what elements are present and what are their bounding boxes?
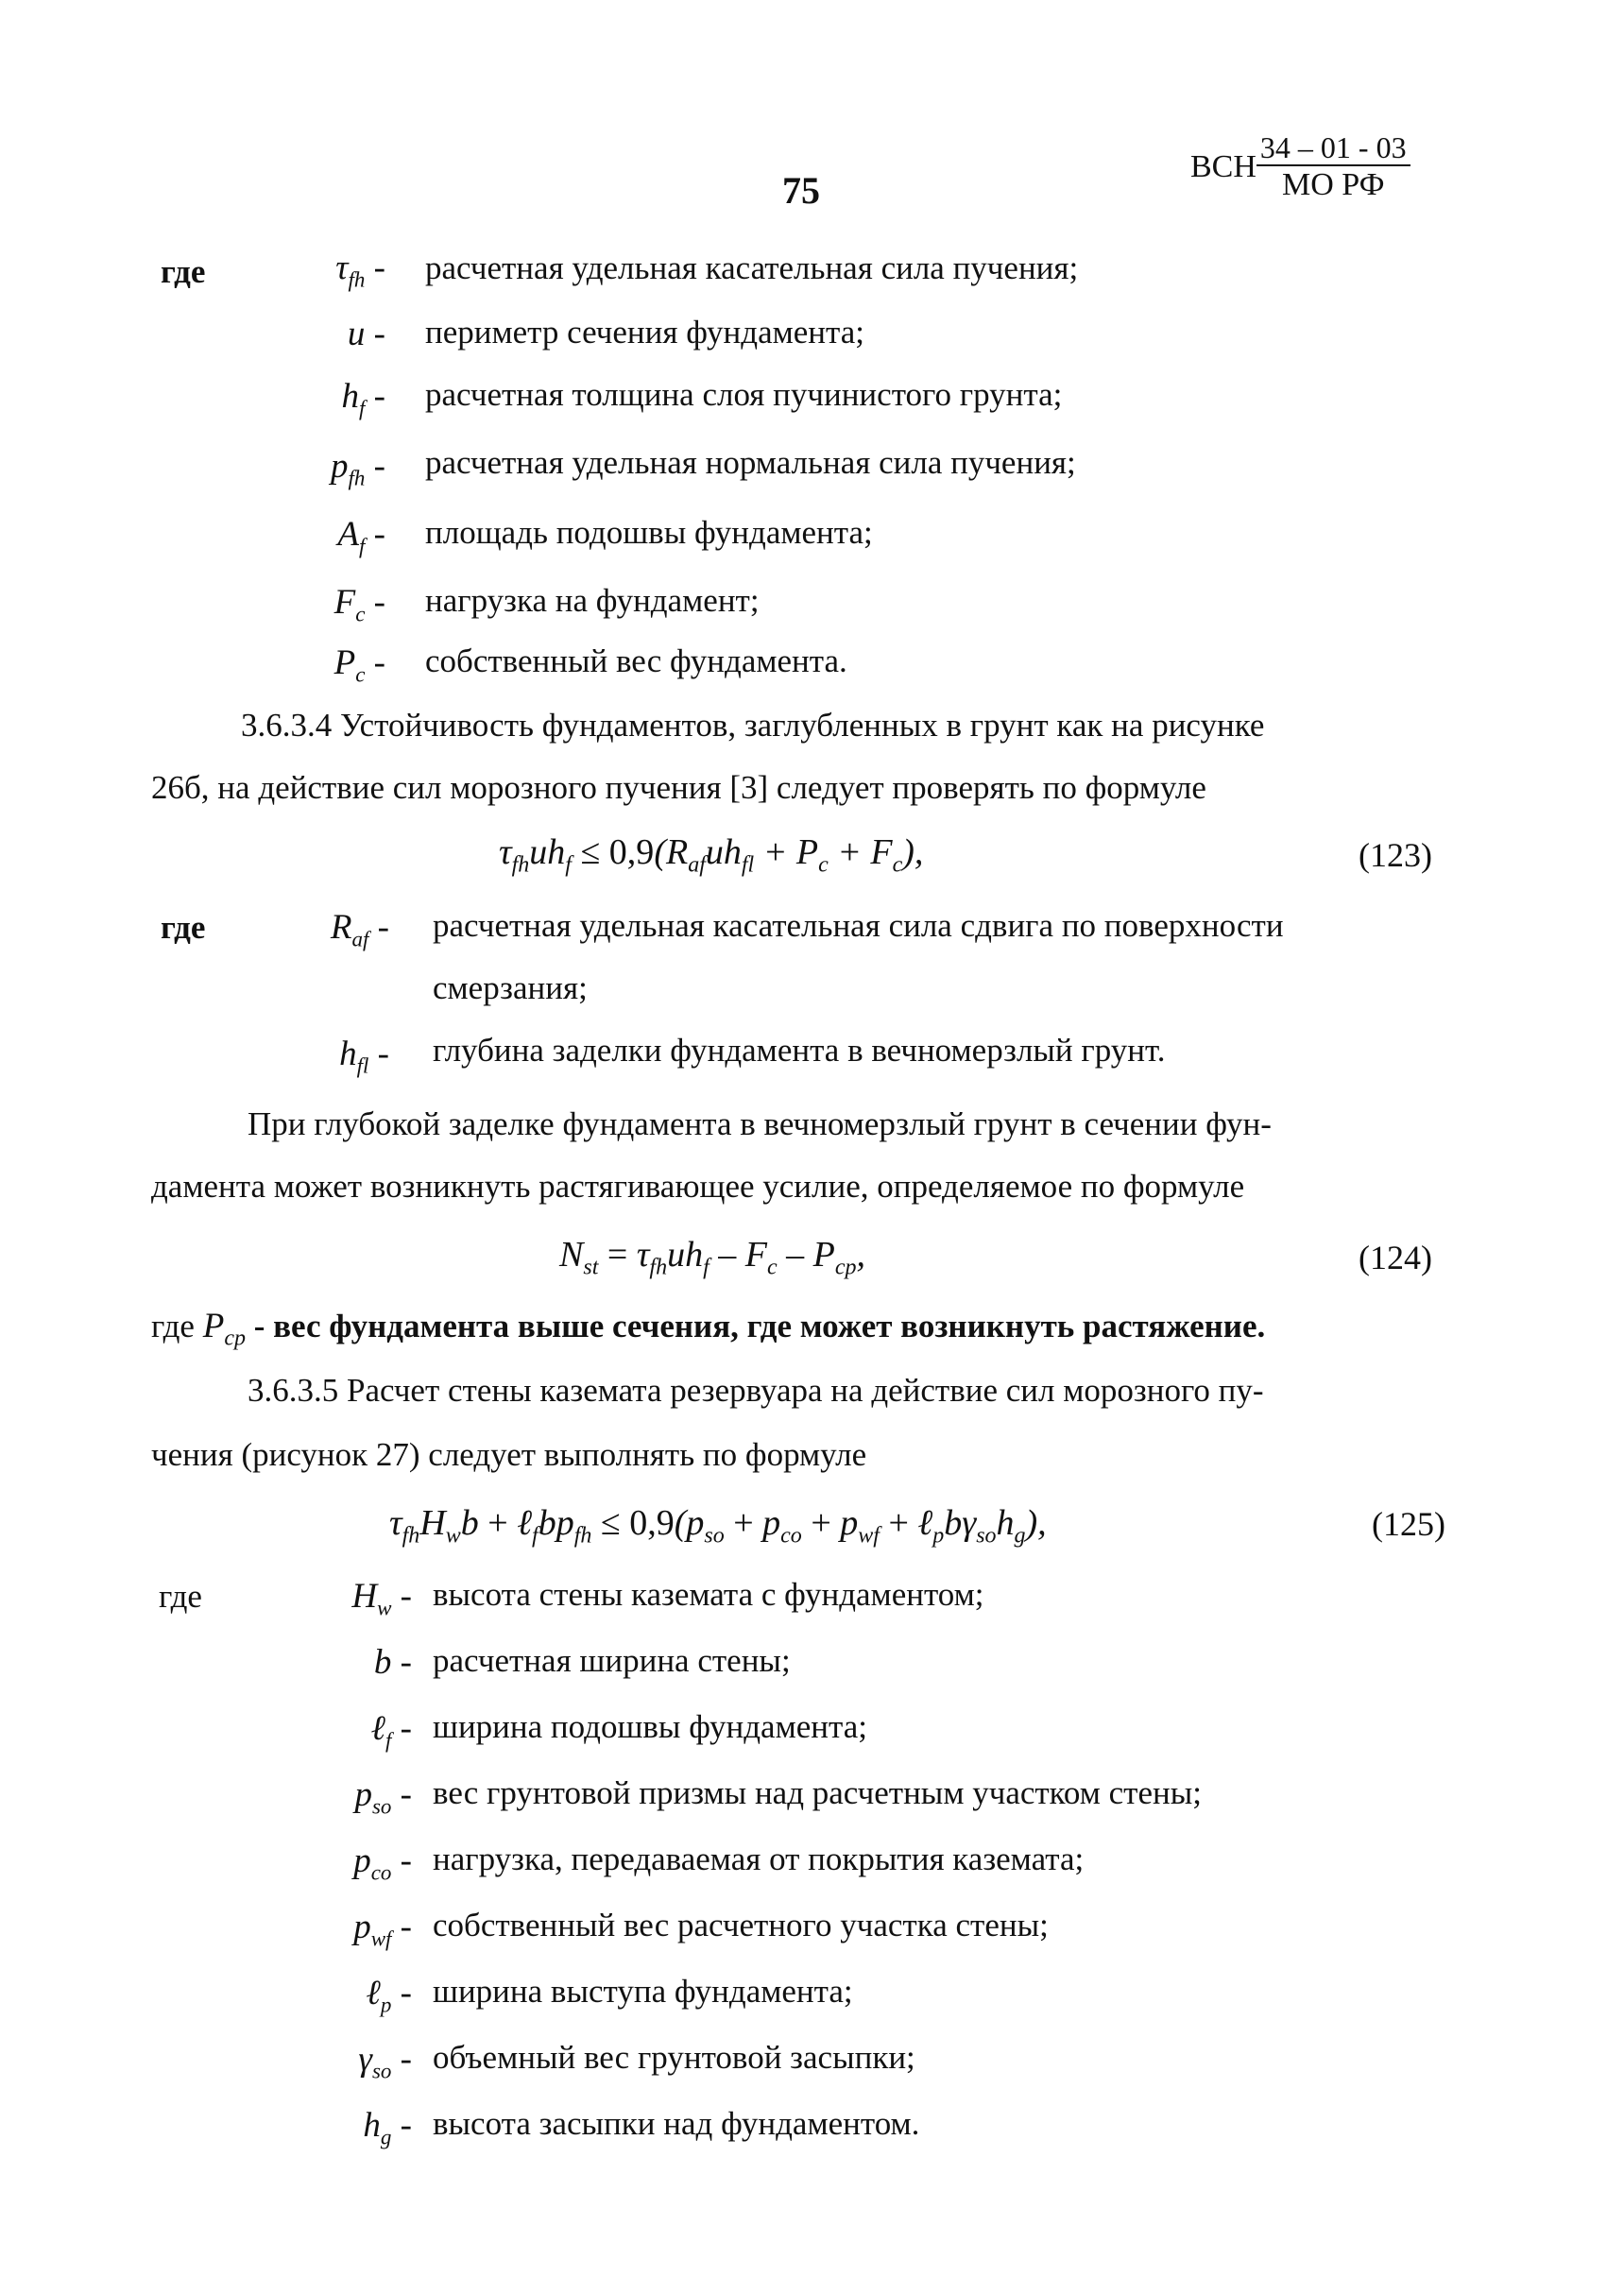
paragraph-line: дамента может возникнуть растягивающее усилие, определяемое по формуле [151, 1168, 1245, 1205]
document-code-prefix: ВСН [1190, 149, 1256, 184]
definition-text: глубина заделки фундамента в вечномерзлый грунт. [433, 1032, 1166, 1069]
definition-text: ширина выступа фундамента; [433, 1973, 853, 2010]
definition-symbol: b - [373, 1643, 412, 1682]
definition-text: расчетная удельная нормальная сила пучения; [425, 444, 1076, 481]
formula-125: $\tau_{fh}H_wb$ + $\ell_fbp_{fh} \le 0,9(p_{so} + p_{co} + p_{wf}$ + $\ell_pb\gamma_{so}h_g$), [389, 1503, 1047, 1549]
definition-symbol: $R_{af}$ - [330, 908, 389, 951]
definition-symbol: $p_{wf}$ - [353, 1908, 412, 1951]
definition-symbol: $F_c$ - [333, 583, 385, 626]
where-label-4: где [159, 1578, 202, 1615]
paragraph-line: 3.6.3.4 Устойчивость фундаментов, заглубленных в грунт как на рисунке [241, 707, 1265, 744]
where-pcp-line [151, 1308, 1265, 1357]
page-number: 75 [782, 169, 820, 212]
definition-text: периметр сечения фундамента; [425, 314, 864, 351]
definition-text: объемный вес грунтовой засыпки; [433, 2039, 915, 2076]
where-label-3: где [151, 1308, 195, 1344]
definition-text: собственный вес фундамента. [425, 642, 847, 679]
definition-symbol: ℓ$_f$ - [370, 1709, 412, 1753]
paragraph-line: чения (рисунок 27) следует выполнять по формуле [151, 1436, 867, 1473]
definition-text: расчетная ширина стены; [433, 1642, 791, 1679]
document-code [1190, 130, 1410, 204]
definition-symbol: $p_{co}$ - [353, 1841, 412, 1885]
definition-text: площадь подошвы фундамента; [425, 514, 873, 551]
definition-symbol: $A_f$ - [337, 515, 385, 558]
definition-symbol: $h_{fl}$ - [339, 1035, 389, 1078]
definition-symbol: $p_{so}$ - [354, 1775, 412, 1819]
definition-symbol: ℓ$_p$ - [366, 1974, 412, 2017]
document-code-numerator: 34 – 01 - 03 [1256, 130, 1410, 166]
document-code-fraction [1256, 130, 1410, 204]
where-label-1: где [161, 253, 206, 290]
definition-text: ширина подошвы фундамента; [433, 1708, 867, 1745]
equation-number: (124) [1359, 1239, 1432, 1276]
definition-symbol: $\tau_{fh}$ - [335, 248, 385, 292]
pcp-definition: - вес фундамента выше сечения, где может возникнуть растяжение. [253, 1308, 1266, 1344]
definition-text: расчетная удельная касательная сила сдвига по поверхности [433, 907, 1284, 944]
where-label-2: где [161, 909, 206, 946]
definition-text: нагрузка на фундамент; [425, 582, 760, 619]
paragraph-line: При глубокой заделке фундамента в вечномерзлый грунт в сечении фун- [248, 1105, 1272, 1142]
equation-number: (125) [1372, 1505, 1445, 1543]
definition-symbol: u - [347, 315, 385, 353]
definition-text: расчетная толщина слоя пучинистого грунта; [425, 376, 1063, 413]
paragraph-line: 26б, на действие сил морозного пучения [3] следует проверять по формуле [151, 769, 1206, 806]
definition-text: высота засыпки над фундаментом. [433, 2105, 920, 2142]
definition-symbol: $H_w$ - [351, 1577, 412, 1620]
definition-symbol: $P_c$ - [333, 643, 385, 687]
formula-124: $N_{st} = \tau_{fh}uh_f - F_c - P_{cp}$, [559, 1235, 866, 1280]
definition-text-continued: смерзания; [433, 969, 588, 1006]
equation-number: (123) [1359, 836, 1432, 874]
definition-text: вес грунтовой призмы над расчетным участком стены; [433, 1774, 1202, 1811]
document-code-denominator: МО РФ [1282, 167, 1385, 202]
definition-text: высота стены каземата с фундаментом; [433, 1576, 984, 1613]
definition-symbol: $\gamma_{so}$ - [358, 2040, 412, 2083]
paragraph-line: 3.6.3.5 Расчет стены каземата резервуара на действие сил морозного пу- [248, 1372, 1264, 1409]
definition-text: собственный вес расчетного участка стены; [433, 1907, 1049, 1943]
definition-text: нагрузка, передаваемая от покрытия каземата; [433, 1840, 1085, 1877]
pcp-symbol: $P_{cp}$ [202, 1307, 246, 1351]
definition-symbol: $h_f$ - [341, 377, 385, 420]
definition-text: расчетная удельная касательная сила пучения; [425, 249, 1079, 286]
definition-symbol: $p_{fh}$ - [331, 447, 385, 490]
formula-123: $\tau_{fh}uh_f \le 0,9(R_{af}uh_{fl} + P_c + F_c)$, [499, 832, 924, 878]
definition-symbol: $h_g$ - [363, 2106, 412, 2149]
